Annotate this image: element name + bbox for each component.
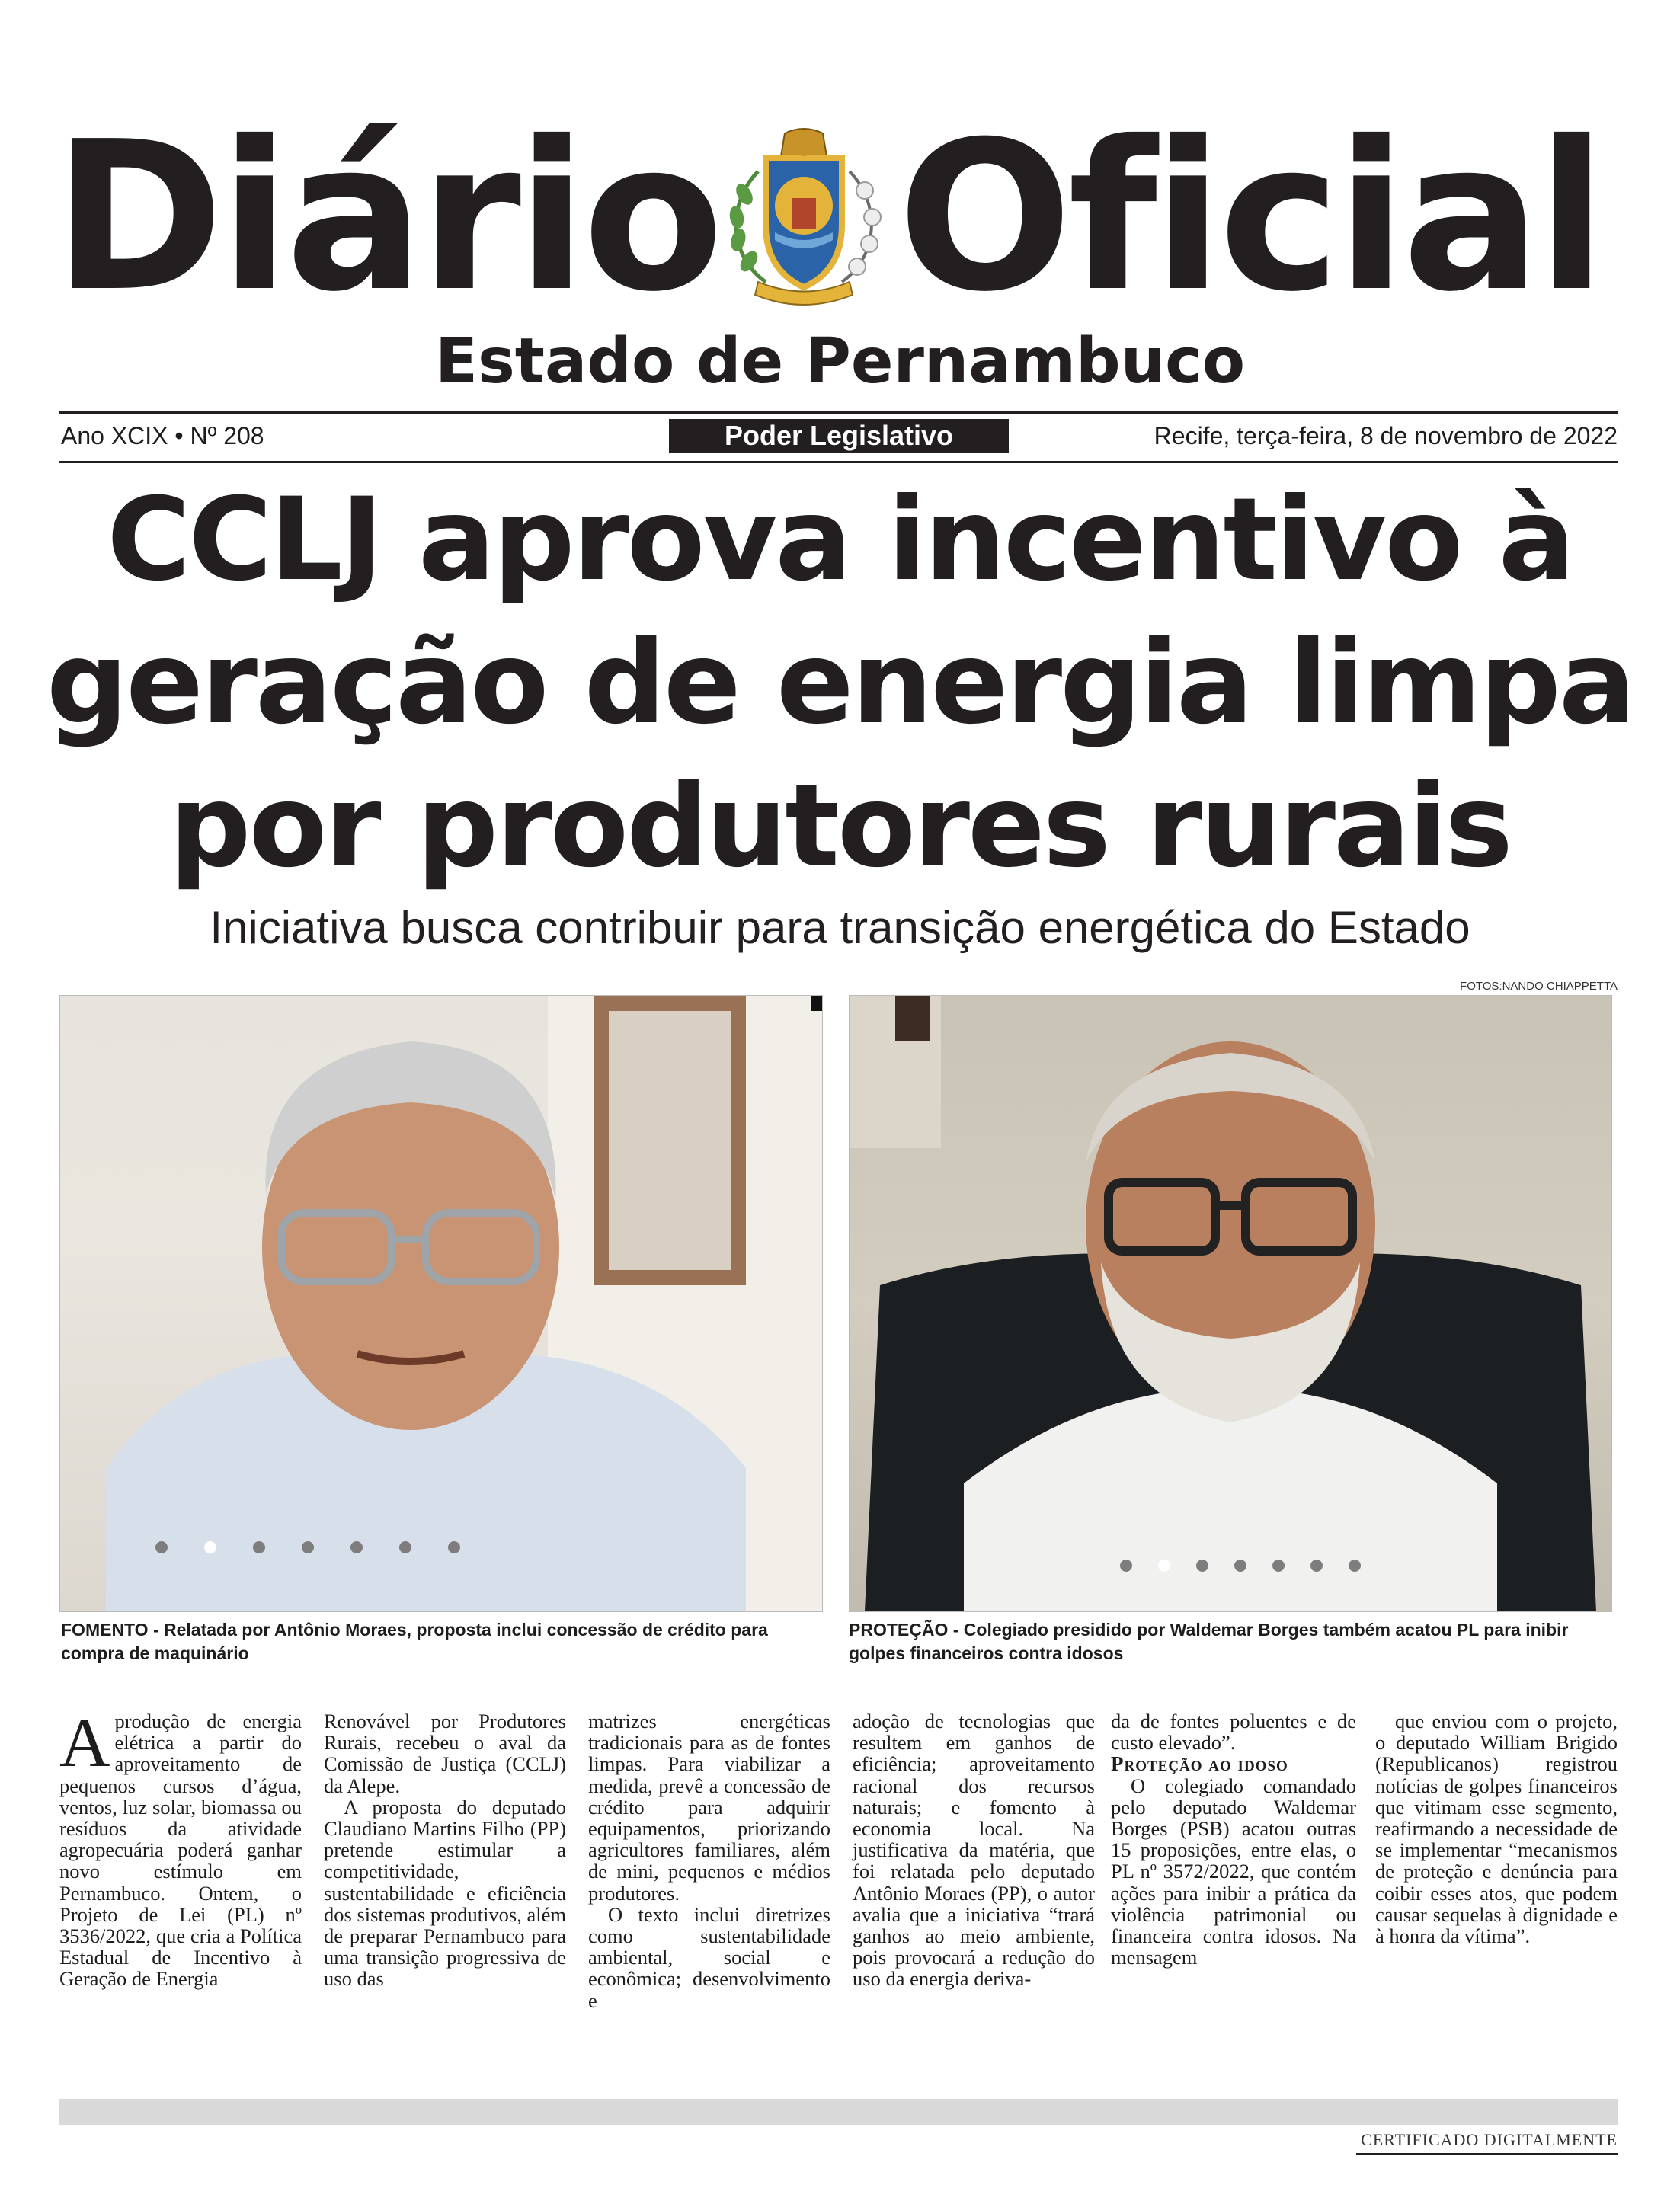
paragraph: da de fontes poluentes e de custo elevado”.	[1111, 1710, 1356, 1755]
publication-date: Recife, terça-feira, 8 de novembro de 2022	[1154, 422, 1618, 449]
coat-of-arms-icon	[712, 126, 895, 312]
top-rule	[59, 411, 1618, 414]
photo-antonio-moraes	[59, 995, 823, 1612]
paragraph: O colegiado comandado pelo deputado Waldemar Borges (PSB) acatou outras 15 proposições, entre elas, o PL nº 3572/2022, que contém ações para inibir a prática da violência patrimonial ou financeira contra idosos. Na mensagem	[1111, 1774, 1356, 1969]
photo-credit: FOTOS:NANDO CHIAPPETTA	[1460, 980, 1618, 993]
person-portrait-icon	[850, 996, 1611, 1611]
footer-bar	[59, 2099, 1618, 2125]
photo-caption-1: FOMENTO - Relatada por Antônio Moraes, proposta inclui concessão de crédito para compra de maquinário	[61, 1620, 768, 1663]
paragraph: matrizes energéticas tradicionais para as de fontes limpas. Para viabilizar a medida, prevê a concessão de crédito para adquirir equipamentos, priorizando agricultores familiares, além de mini, pequenos e médios produtores.	[588, 1710, 830, 1905]
headline-line-3: por produtores rurais	[169, 760, 1511, 893]
masthead-title-left: Diário	[53, 97, 720, 337]
carousel-dot	[1196, 1560, 1208, 1572]
carousel-dot	[1349, 1560, 1361, 1572]
masthead-title-right: Oficial	[898, 97, 1602, 337]
carousel-dot	[1310, 1560, 1323, 1572]
deck: Iniciativa busca contribuir para transição energética do Estado	[210, 902, 1470, 953]
carousel-dot	[1272, 1560, 1285, 1572]
paragraph: adoção de tecnologias que resultem em ganhos de eficiência; aproveitamento racional dos recursos naturais; e fomento à economia local. Na justificativa da matéria, que foi relatada pelo deputado Antônio Moraes (PP), o autor avalia que a iniciativa “trará ganhos ao meio ambiente, pois provocará a redução do uso da energia deriva-	[853, 1710, 1095, 1991]
carousel-dot	[399, 1541, 411, 1553]
carousel-dot	[253, 1541, 265, 1553]
carousel-dot	[302, 1541, 314, 1553]
carousel-dot	[1158, 1560, 1170, 1572]
carousel-dot	[350, 1541, 363, 1553]
body-column-2	[324, 1710, 566, 1990]
body-column-3	[588, 1710, 830, 2011]
photo-caption-2: PROTEÇÃO - Colegiado presidido por Waldemar Borges também acatou PL para inibir golpes financeiros contra idosos	[849, 1620, 1569, 1663]
carousel-dot	[155, 1541, 168, 1553]
body-column-4	[853, 1710, 1095, 1990]
body-column-5	[1111, 1710, 1356, 1968]
section-label-text: Poder Legislativo	[724, 420, 954, 451]
bottom-rule	[59, 461, 1618, 463]
photo-waldemar-borges	[849, 995, 1612, 1612]
paragraph: O texto inclui diretrizes como sustentabilidade ambiental, social e econômica; desenvolvimento e	[588, 1902, 830, 2012]
paragraph: produção de energia elétrica a partir do aproveitamento de pequenos cursos d’água, ventos, luz solar, biomassa ou resíduos da atividade agropecuária poderá ganhar novo estímulo em Pernambuco. Ontem, o Projeto de Lei (PL) nº 3536/2022, que cria a Política Estadual de Incentivo à Geração de Energia	[59, 1710, 302, 1991]
section-label	[669, 419, 1009, 453]
carousel-dot	[1120, 1560, 1132, 1572]
headline-line-2: geração de energia limpa	[46, 617, 1634, 750]
subheading-text: Proteção ao idoso	[1111, 1752, 1288, 1776]
paragraph: que enviou com o projeto, o deputado William Brigido (Republicanos) registrou notícias de golpes financeiros que vitimam esse segmento, reafirmando a necessidade de se implementar “mecanismos de proteção e denúncia para coibir esses atos, que podem causar sequelas à dignidade e à honra da vítima”.	[1375, 1710, 1618, 1948]
subheading	[1111, 1753, 1356, 1774]
carousel-dot	[448, 1541, 460, 1553]
body-column-1	[59, 1704, 302, 1991]
carousel-dot	[1234, 1560, 1246, 1572]
paragraph: A proposta do deputado Claudiano Martins Filho (PP) pretende estimular a competitividade, sustentabilidade e eficiência dos sistemas produtivos, além de preparar Pernambuco para uma transição progressiva de uso das	[324, 1795, 566, 1991]
person-portrait-icon	[60, 996, 822, 1611]
paragraph: Renovável por Produtores Rurais, recebeu o aval da Comissão de Justiça (CCLJ) da Alepe.	[324, 1710, 566, 1797]
masthead-subtitle: Estado de Pernambuco	[434, 325, 1246, 398]
carousel-dot	[204, 1541, 216, 1553]
footer-rule	[1356, 2153, 1618, 2155]
drop-cap: A	[59, 1704, 110, 1781]
edition-number: Ano XCIX • Nº 208	[61, 422, 264, 449]
body-column-6	[1375, 1710, 1618, 1947]
digital-certificate-label: CERTIFICADO DIGITALMENTE	[1361, 2130, 1618, 2149]
headline-line-1: CCLJ aprova incentivo à	[107, 474, 1573, 606]
